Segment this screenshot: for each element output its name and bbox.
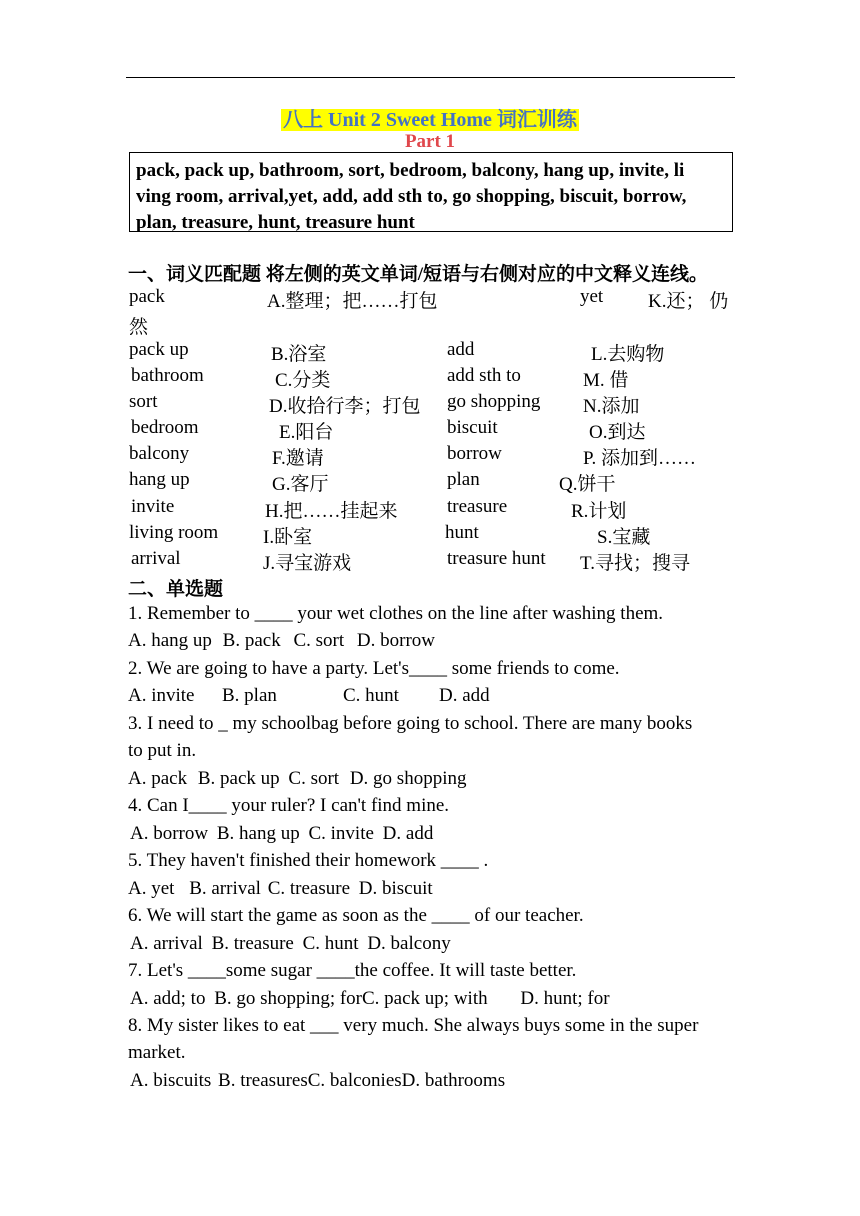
option: D. biscuit	[358, 878, 433, 899]
match-row	[0, 496, 860, 522]
option: D. add	[439, 685, 490, 706]
match-word: biscuit	[447, 417, 498, 438]
question-text: 7. Let's ____some sugar ____the coffee. It will taste better.	[128, 960, 577, 981]
match-row	[0, 469, 860, 495]
option: A. pack	[128, 768, 188, 789]
match-word: go shopping	[447, 391, 541, 412]
option: C. balconies	[307, 1070, 402, 1091]
vocab-line: ving room, arrival,yet, add, add sth to, go shopping, biscuit, borrow,	[136, 186, 687, 207]
option: B. pack up	[197, 768, 280, 789]
option: B. pack	[222, 630, 281, 651]
option: D. bathrooms	[401, 1070, 506, 1091]
match-word: invite	[131, 496, 175, 517]
match-word: arrival	[131, 548, 181, 569]
options-row	[130, 1070, 505, 1092]
match-word: balcony	[129, 443, 190, 464]
match-row	[0, 443, 860, 469]
question-text: 2. We are going to have a party. Let's____ some friends to come.	[128, 658, 620, 679]
match-meaning: D.收拾行李；打包	[269, 396, 421, 417]
match-meaning: J.寻宝游戏	[263, 553, 352, 574]
options-row	[128, 685, 490, 707]
match-word: borrow	[447, 443, 502, 464]
section1-heading: 一、词义匹配题 将左侧的英文单词/短语与右侧对应的中文释义连线。	[128, 264, 709, 285]
match-meaning: L.去购物	[591, 344, 665, 365]
vocab-line: pack, pack up, bathroom, sort, bedroom, balcony, hang up, invite, li	[136, 160, 685, 181]
option: A. hang up	[128, 630, 212, 651]
match-word: living room	[129, 522, 219, 543]
option: A. yet	[128, 878, 175, 899]
match-word: bedroom	[131, 417, 199, 438]
option: A. invite	[128, 685, 195, 706]
options-row	[128, 878, 433, 900]
match-word: pack up	[129, 339, 189, 360]
option: A. borrow	[130, 823, 209, 844]
question-text: 6. We will start the game as soon as the ____ of our teacher.	[128, 905, 584, 926]
match-meaning: C.分类	[275, 370, 331, 391]
match-meaning: I.卧室	[263, 527, 313, 548]
option: C. sort	[293, 630, 345, 651]
option: B. treasure	[211, 933, 294, 954]
option: D. borrow	[356, 630, 435, 651]
match-word: hunt	[445, 522, 479, 543]
match-word: pack	[129, 286, 165, 307]
match-row	[0, 286, 860, 312]
match-row	[0, 391, 860, 417]
wrapped-text: 然	[129, 317, 149, 338]
match-word: treasure	[447, 496, 508, 517]
match-meaning: S.宝藏	[597, 527, 651, 548]
question-text: 4. Can I____ your ruler? I can't find mine.	[128, 795, 450, 816]
match-meaning: T.寻找；搜寻	[580, 553, 690, 574]
match-meaning: B.浴室	[271, 344, 327, 365]
match-meaning: K.还； 仍	[648, 291, 729, 312]
match-word: plan	[447, 469, 480, 490]
match-row	[0, 365, 860, 391]
match-row	[0, 522, 860, 548]
option: C. pack up; with	[362, 988, 488, 1009]
option: D. balcony	[367, 933, 451, 954]
worksheet-title	[0, 103, 860, 132]
question-text: market.	[128, 1042, 186, 1063]
options-row	[130, 933, 451, 955]
option: A. biscuits	[130, 1070, 212, 1091]
question-text: 5. They haven't finished their homework ____ .	[128, 850, 489, 871]
option: D. hunt; for	[520, 988, 610, 1009]
option: A. add; to	[130, 988, 206, 1009]
title-text: 八上 Unit 2 Sweet Home 词汇训练	[283, 109, 577, 131]
option: B. treasures	[218, 1070, 308, 1091]
question-text: 3. I need to _ my schoolbag before going to school. There are many books	[128, 713, 693, 734]
match-meaning: G.客厅	[272, 474, 329, 495]
match-row	[0, 548, 860, 574]
question-text: to put in.	[128, 740, 197, 761]
option: B. go shopping; for	[214, 988, 362, 1009]
option: C. invite	[308, 823, 374, 844]
option: B. arrival	[189, 878, 261, 899]
match-meaning: H.把……挂起来	[265, 501, 398, 522]
match-word: treasure hunt	[447, 548, 546, 569]
match-row	[0, 339, 860, 365]
option: C. sort	[288, 768, 340, 789]
match-word: sort	[129, 391, 158, 412]
vocabulary-box	[129, 152, 733, 232]
part-label: Part 1	[404, 131, 456, 152]
option: B. plan	[222, 685, 277, 706]
options-row	[130, 823, 433, 845]
match-meaning: Q.饼干	[559, 474, 616, 495]
question-text: 1. Remember to ____ your wet clothes on the line after washing them.	[128, 603, 664, 624]
options-row	[130, 988, 610, 1010]
option: A. arrival	[130, 933, 203, 954]
option: D. go shopping	[349, 768, 467, 789]
match-row-wrap	[0, 312, 860, 338]
match-word: hang up	[129, 469, 190, 490]
options-row	[128, 768, 466, 790]
question-text: 8. My sister likes to eat ___ very much. She always buys some in the super	[128, 1015, 699, 1036]
match-meaning: P. 添加到……	[583, 448, 696, 469]
option: C. hunt	[302, 933, 359, 954]
option: C. hunt	[343, 685, 399, 706]
match-meaning: O.到达	[589, 422, 646, 443]
match-meaning: R.计划	[571, 501, 627, 522]
match-meaning: E.阳台	[279, 422, 334, 443]
match-word: yet	[580, 286, 604, 307]
match-word: add	[447, 339, 475, 360]
match-word: bathroom	[131, 365, 204, 386]
match-meaning: N.添加	[583, 396, 640, 417]
option: C. treasure	[267, 878, 351, 899]
match-meaning: M. 借	[583, 370, 629, 391]
match-meaning: A.整理；把……打包	[267, 291, 438, 312]
match-word: add sth to	[447, 365, 521, 386]
options-row	[128, 630, 435, 652]
header-rule	[126, 77, 735, 78]
match-row	[0, 417, 860, 443]
option: B. hang up	[216, 823, 300, 844]
vocab-line: plan, treasure, hunt, treasure hunt	[136, 212, 415, 233]
match-meaning: F.邀请	[272, 448, 324, 469]
option: D. add	[382, 823, 434, 844]
section2-heading: 二、单选题	[128, 579, 224, 600]
